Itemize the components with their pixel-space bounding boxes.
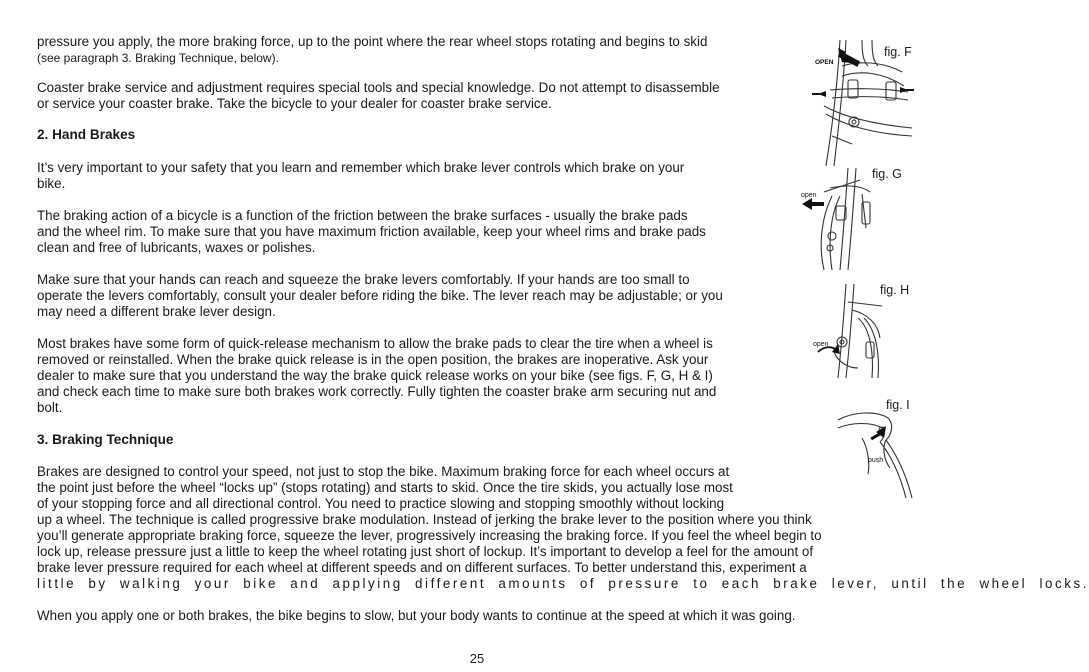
para3-line2: bike. [37,176,66,191]
fig-h-label: fig. H [880,283,910,297]
v-brake-illustration [800,166,872,272]
para5-line1: Make sure that your hands can reach and squeeze the brake levers comfortably. If your hands are too small to [37,272,690,287]
fig-i-label: fig. I [886,398,910,412]
fig-f-callout: OPEN [815,59,834,66]
para8-line1: When you apply one or both brakes, the bike begins to slow, but your body wants to continue at the speed at which it was going. [37,608,796,623]
heading-braking-technique: 3. Braking Technique [37,432,174,447]
linear-pull-brake-illustration [812,282,886,380]
para7-line1: Brakes are designed to control your speed, not just to stop the bike. Maximum braking force for each wheel occurs at [37,464,730,479]
page-number: 25 [469,651,485,666]
para7-line5: you’ll generate appropriate braking force, squeeze the lever, progressively increasing the braking force. If you feel the wheel begin to [37,528,822,543]
para7-line8: little by walking your bike and applying different amounts of pressure to each brake lever, until the wheel locks. [37,576,1089,591]
para5-line3: may need a different brake lever design. [37,304,276,319]
para6-line3: dealer to make sure that you understand the way the brake quick release works on your bike (see figs. F, G, H & I) [37,368,713,383]
brake-lever-illustration [832,404,918,504]
para7-line2: the point just before the wheel “locks up” (stops rotating) and starts to skid. Once the tire skids, you actually lose most [37,480,733,495]
para5-line2: operate the levers comfortably, consult your dealer before riding the bike. The lever reach may be adjustable; or you [37,288,723,303]
para7-line6: lock up, release pressure just a little to keep the wheel rotating just short of lockup. It’s important to develop a feel for the amount of [37,544,814,559]
para4-line1: The braking action of a bicycle is a function of the friction between the brake surfaces - usually the brake pads [37,208,688,223]
fig-g-label: fig. G [872,167,902,181]
figure-i [832,404,918,509]
para6-line2: removed or reinstalled. When the brake quick release is in the open position, the brakes are inoperative. Ask your [37,352,709,367]
fig-h-callout: open [813,341,829,348]
para7-line4: up a wheel. The technique is called progressive brake modulation. Instead of jerking the brake lever to the position where you think [37,512,812,527]
para2-line2: or service your coaster brake. Take the bicycle to your dealer for coaster brake service. [37,96,552,111]
para4-line3: clean and free of lubricants, waxes or polishes. [37,240,316,255]
para7-line7: brake lever pressure required for each wheel at different speeds and on different surfaces. To better understand this, experiment a [37,560,807,575]
para1-line2: (see paragraph 3. Braking Technique, below). [37,51,279,65]
para4-line2: and the wheel rim. To make sure that you have maximum friction available, keep your wheel rims and brake pads [37,224,706,239]
para6-line1: Most brakes have some form of quick-release mechanism to allow the brake pads to clear the tire when a wheel is [37,336,713,351]
figure-h [812,282,886,385]
fig-g-callout: open [801,192,817,199]
para2-line1: Coaster brake service and adjustment requires special tools and special knowledge. Do not attempt to disassemble [37,80,720,95]
para6-line4: and check each time to make sure both brakes work correctly. Fully tighten the coaster brake arm securing nut and [37,384,717,399]
para1-line1: pressure you apply, the more braking force, up to the point where the rear wheel stops rotating and begins to skid [37,34,708,49]
fig-i-callout: push [868,457,884,464]
heading-hand-brakes: 2. Hand Brakes [37,127,136,142]
figure-g [800,166,872,277]
para6-line5: bolt. [37,400,63,415]
para7-line3: of your stopping force and all directional control. You need to practice slowing and stopping smoothly without locking [37,496,725,511]
para3-line1: It’s very important to your safety that you learn and remember which brake lever controls which brake on your [37,160,685,175]
fig-f-label: fig. F [884,45,912,59]
